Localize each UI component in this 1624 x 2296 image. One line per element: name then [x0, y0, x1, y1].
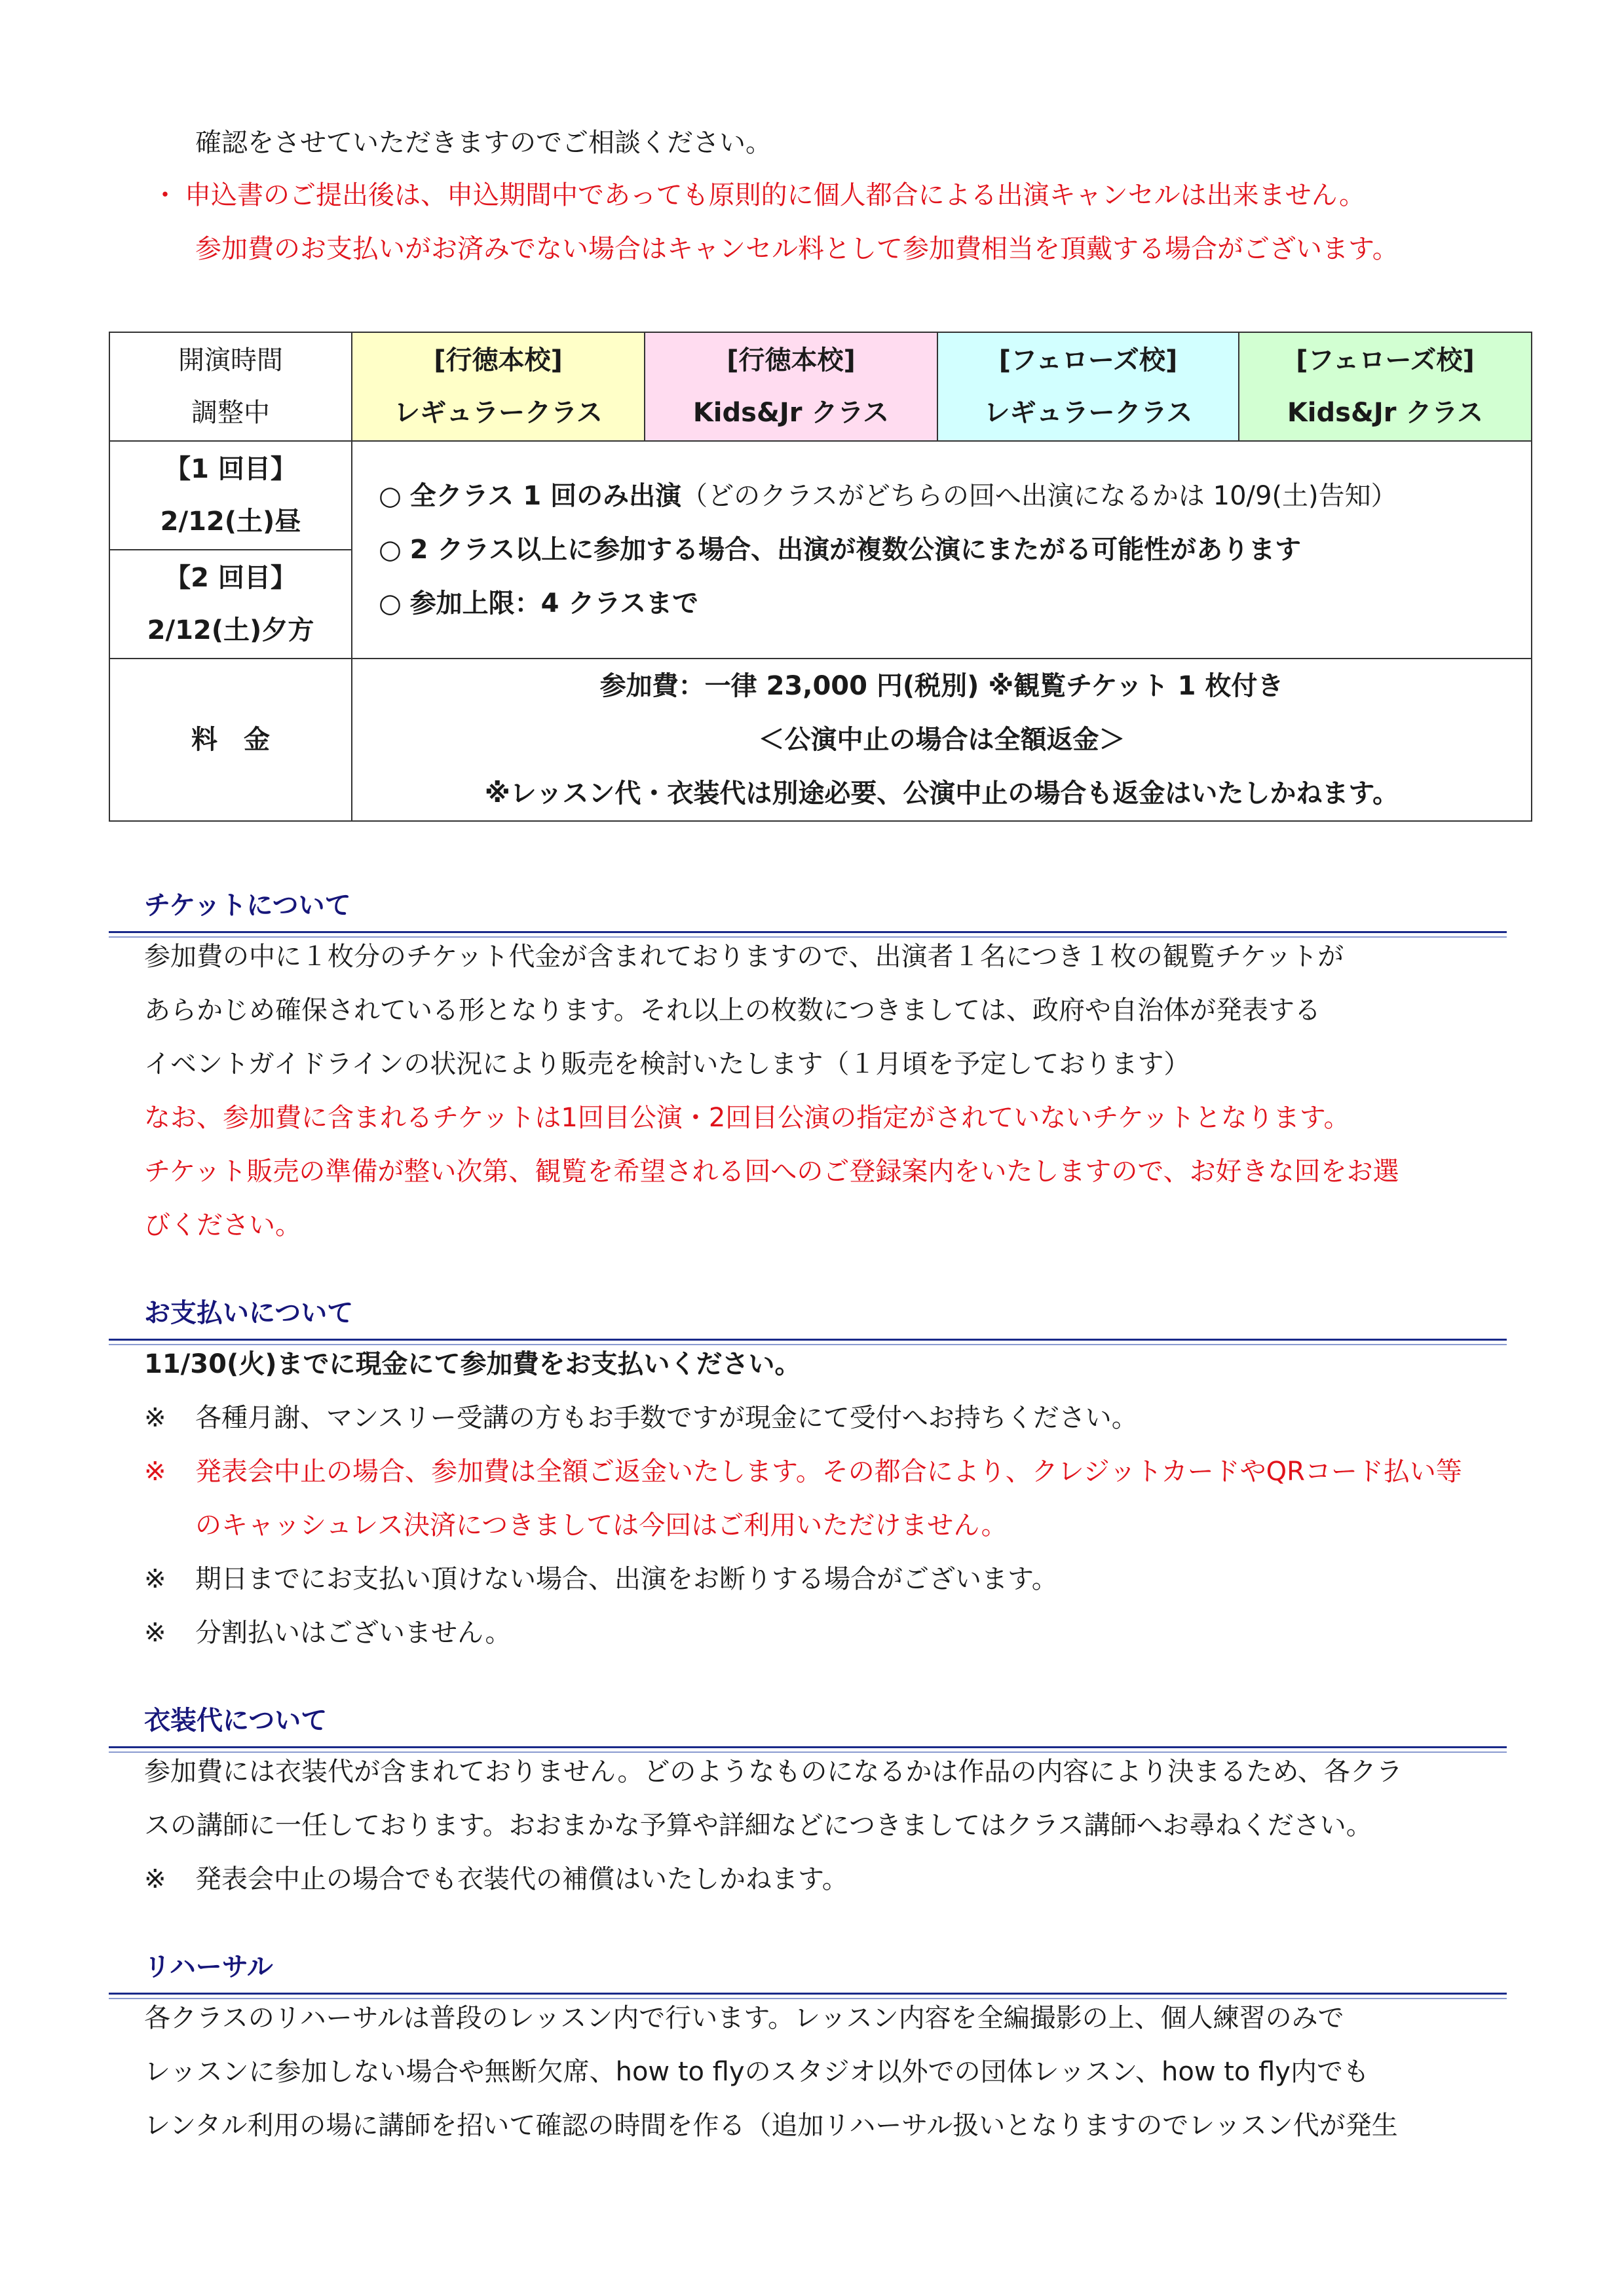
round-notes-cell [352, 441, 1532, 659]
intro-cancel-notice: 申込書のご提出後は、申込期間中であっても原則的に個人都合による出演キャンセルは出来ません。 [185, 180, 1365, 210]
payment-note-1-mark: ※ [144, 1403, 166, 1433]
ticket-line-1: 参加費の中に１枚分のチケット代金が含まれておりますので、出演者１名につき１枚の観覧チケットが [144, 942, 1344, 972]
payment-section-title: お支払いについて [144, 1298, 354, 1328]
corner-header: 開演時間 調整中 [109, 332, 352, 441]
payment-note-3: 期日までにお支払い頂けない場合、出演をお断りする場合がございます。 [195, 1564, 1058, 1594]
header-gyotoku-regular: [行徳本校] レギュラークラス [352, 332, 645, 441]
payment-note-4-mark: ※ [144, 1618, 166, 1648]
ticket-red-line-1: なお、参加費に含まれるチケットは1回目公演・2回目公演の指定がされていないチケットとなります。 [144, 1103, 1350, 1133]
ticket-line-2: あらかじめ確保されている形となります。それ以上の枚数につきましては、政府や自治体が発表する [144, 995, 1321, 1025]
payment-note-2a: 発表会中止の場合、参加費は全額ご返金いたします。その都合により、クレジットカードやQRコード払い等 [195, 1457, 1462, 1487]
costume-note: 発表会中止の場合でも衣装代の補償はいたしかねます。 [195, 1864, 848, 1894]
rehearsal-line-1: 各クラスのリハーサルは普段のレッスン内で行います。レッスン内容を全編撮影の上、個人練習のみで [144, 2003, 1344, 2033]
payment-note-2-mark: ※ [144, 1457, 166, 1487]
intro-line-1: 確認をさせていただきますのでご相談ください。 [195, 128, 772, 158]
header-fellows-kids: [フェローズ校] Kids&Jr クラス [1239, 332, 1532, 441]
schedule-table [109, 332, 1532, 822]
header-gyotoku-kids: [行徳本校] Kids&Jr クラス [645, 332, 937, 441]
round-note-2: ○ 2 クラス以上に参加する場合、出演が複数公演にまたがる可能性があります [379, 535, 1302, 565]
payment-section-rule [109, 1339, 1507, 1341]
costume-section-rule [109, 1746, 1507, 1748]
payment-note-4: 分割払いはございません。 [195, 1618, 512, 1648]
round-1-cell: 【1 回目】 2/12(土)昼 [109, 441, 352, 550]
costume-note-mark: ※ [144, 1864, 166, 1894]
payment-section-rule-secondary [109, 1344, 1507, 1345]
payment-note-1: 各種月謝、マンスリー受講の方もお手数ですが現金にて受付へお持ちください。 [195, 1403, 1138, 1433]
payment-lead: 11/30(火)までに現金にて参加費をお支払いください。 [144, 1349, 801, 1379]
ticket-section-title: チケットについて [144, 890, 351, 921]
rehearsal-section-title: リハーサル [144, 1952, 273, 1982]
payment-note-3-mark: ※ [144, 1564, 166, 1594]
round-note-3: ○ 参加上限：4 クラスまで [379, 588, 699, 619]
round-note-1: ○ 全クラス 1 回のみ出演（どのクラスがどちらの回へ出演になるかは 10/9(土)告知） [379, 481, 1397, 511]
fee-details-cell: 参加費：一律 23,000 円(税別) ※観覧チケット 1 枚付き ＜公演中止の場合は全額返金＞ ※レッスン代・衣装代は別途必要、公演中止の場合も返金はいたしかねます。 [352, 659, 1532, 821]
costume-section-rule-secondary [109, 1751, 1507, 1753]
costume-line-1: 参加費には衣装代が含まれておりません。どのようなものになるかは作品の内容により決まるため、各クラ [144, 1757, 1403, 1787]
ticket-red-line-2: チケット販売の準備が整い次第、観覧を希望される回へのご登録案内をいたしますので、お好きな回をお選 [144, 1157, 1399, 1187]
costume-line-2: スの講師に一任しております。おおまかな予算や詳細などにつきましてはクラス講師へお尋ねください。 [144, 1810, 1372, 1841]
fee-label-cell: 料 金 [109, 659, 352, 821]
header-fellows-regular: [フェローズ校] レギュラークラス [937, 332, 1239, 441]
intro-cancel-fee-notice: 参加費のお支払いがお済みでない場合はキャンセル料として参加費相当を頂戴する場合がございます。 [195, 234, 1399, 264]
payment-note-2b: のキャッシュレス決済につきましては今回はご利用いただけません。 [195, 1510, 1008, 1540]
ticket-line-3: イベントガイドラインの状況により販売を検討いたします（１月頃を予定しております） [144, 1049, 1190, 1079]
rehearsal-section-rule [109, 1993, 1507, 1995]
round-2-cell: 【2 回目】 2/12(土)夕方 [109, 550, 352, 659]
rehearsal-line-2: レッスンに参加しない場合や無断欠席、how to flyのスタジオ以外での団体レッスン、how to fly内でも [144, 2057, 1369, 2087]
ticket-section-rule [109, 931, 1507, 933]
rehearsal-section-rule-secondary [109, 1998, 1507, 1999]
ticket-section-rule-secondary [109, 936, 1507, 938]
intro-bullet: ・ [152, 180, 178, 210]
ticket-red-line-3: びください。 [144, 1210, 301, 1240]
costume-section-title: 衣装代について [144, 1706, 328, 1736]
rehearsal-line-3: レンタル利用の場に講師を招いて確認の時間を作る（追加リハーサル扱いとなりますのでレッスン代が発生 [144, 2111, 1398, 2141]
